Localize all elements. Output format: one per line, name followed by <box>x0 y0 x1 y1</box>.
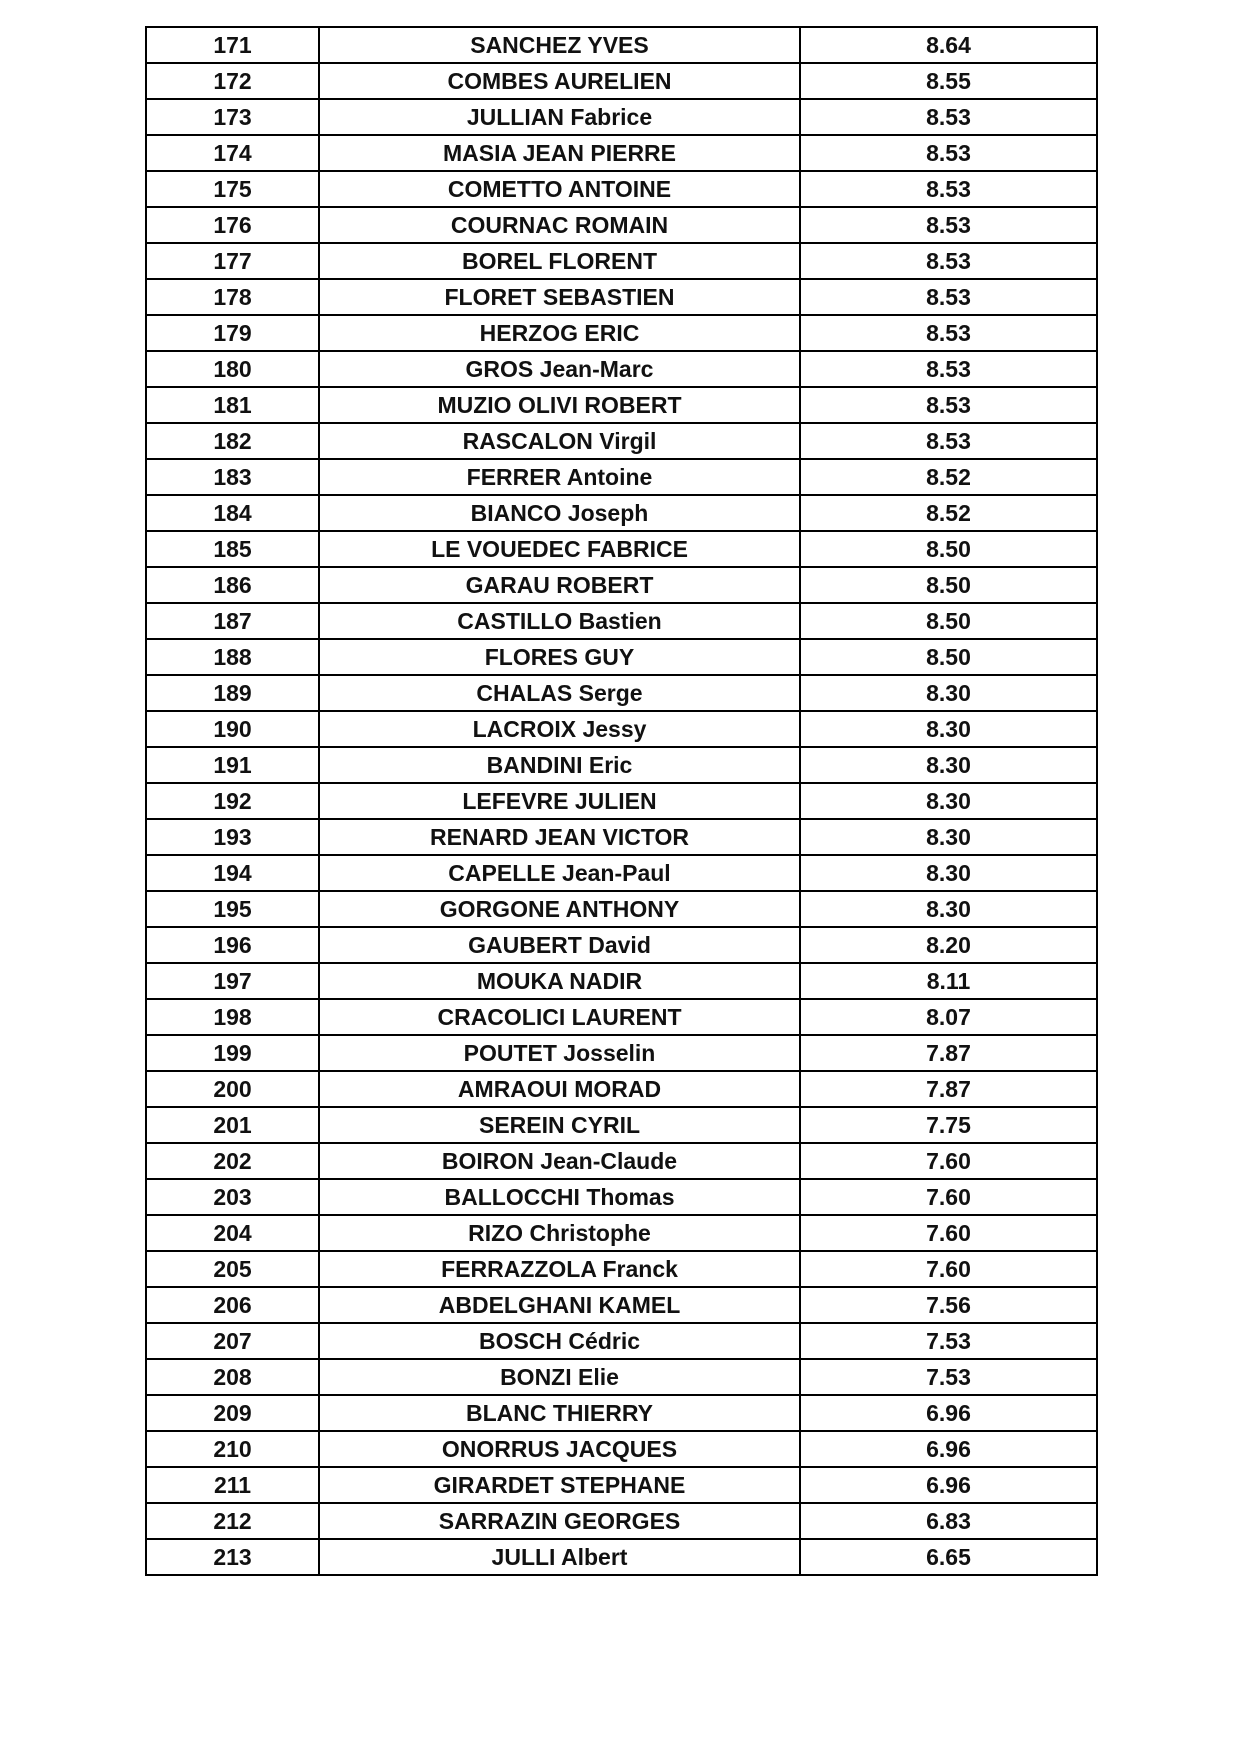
table-row <box>146 603 1097 639</box>
table-row <box>146 279 1097 315</box>
name-cell: BOIRON Jean-Claude <box>319 1143 800 1179</box>
name-cell: GIRARDET STEPHANE <box>319 1467 800 1503</box>
score-cell: 8.30 <box>800 819 1097 855</box>
table-row <box>146 747 1097 783</box>
table-row <box>146 1071 1097 1107</box>
name-cell: POUTET Josselin <box>319 1035 800 1071</box>
table-row <box>146 891 1097 927</box>
rank-cell: 193 <box>146 819 319 855</box>
rank-cell: 189 <box>146 675 319 711</box>
name-cell: CHALAS Serge <box>319 675 800 711</box>
rank-cell: 209 <box>146 1395 319 1431</box>
ranking-table-body <box>146 27 1097 1575</box>
score-cell: 8.20 <box>800 927 1097 963</box>
name-cell: JULLIAN Fabrice <box>319 99 800 135</box>
rank-cell: 213 <box>146 1539 319 1575</box>
score-cell: 7.60 <box>800 1179 1097 1215</box>
name-cell: CASTILLO Bastien <box>319 603 800 639</box>
score-cell: 8.50 <box>800 531 1097 567</box>
table-row <box>146 675 1097 711</box>
name-cell: BOSCH Cédric <box>319 1323 800 1359</box>
score-cell: 7.75 <box>800 1107 1097 1143</box>
rank-cell: 192 <box>146 783 319 819</box>
name-cell: LACROIX Jessy <box>319 711 800 747</box>
name-cell: GARAU ROBERT <box>319 567 800 603</box>
name-cell: RASCALON Virgil <box>319 423 800 459</box>
rank-cell: 212 <box>146 1503 319 1539</box>
table-row <box>146 423 1097 459</box>
table-row <box>146 567 1097 603</box>
name-cell: MASIA JEAN PIERRE <box>319 135 800 171</box>
rank-cell: 191 <box>146 747 319 783</box>
name-cell: FLORES GUY <box>319 639 800 675</box>
rank-cell: 187 <box>146 603 319 639</box>
table-row <box>146 1323 1097 1359</box>
score-cell: 6.96 <box>800 1467 1097 1503</box>
name-cell: ONORRUS JACQUES <box>319 1431 800 1467</box>
table-row <box>146 783 1097 819</box>
score-cell: 8.52 <box>800 459 1097 495</box>
rank-cell: 184 <box>146 495 319 531</box>
table-row <box>146 819 1097 855</box>
name-cell: AMRAOUI MORAD <box>319 1071 800 1107</box>
table-row <box>146 1215 1097 1251</box>
rank-cell: 176 <box>146 207 319 243</box>
score-cell: 8.53 <box>800 315 1097 351</box>
table-row <box>146 855 1097 891</box>
table-row <box>146 351 1097 387</box>
table-row <box>146 1107 1097 1143</box>
score-cell: 8.30 <box>800 711 1097 747</box>
score-cell: 6.83 <box>800 1503 1097 1539</box>
rank-cell: 178 <box>146 279 319 315</box>
table-row <box>146 207 1097 243</box>
rank-cell: 194 <box>146 855 319 891</box>
name-cell: JULLI Albert <box>319 1539 800 1575</box>
table-row <box>146 459 1097 495</box>
table-row <box>146 387 1097 423</box>
name-cell: GAUBERT David <box>319 927 800 963</box>
score-cell: 8.52 <box>800 495 1097 531</box>
rank-cell: 200 <box>146 1071 319 1107</box>
score-cell: 7.87 <box>800 1071 1097 1107</box>
score-cell: 8.53 <box>800 207 1097 243</box>
name-cell: RENARD JEAN VICTOR <box>319 819 800 855</box>
name-cell: MOUKA NADIR <box>319 963 800 999</box>
table-row <box>146 927 1097 963</box>
name-cell: COURNAC ROMAIN <box>319 207 800 243</box>
name-cell: LEFEVRE JULIEN <box>319 783 800 819</box>
rank-cell: 188 <box>146 639 319 675</box>
name-cell: ABDELGHANI KAMEL <box>319 1287 800 1323</box>
score-cell: 6.96 <box>800 1395 1097 1431</box>
ranking-sheet <box>145 26 1096 1576</box>
score-cell: 8.53 <box>800 387 1097 423</box>
table-row <box>146 999 1097 1035</box>
name-cell: GROS Jean-Marc <box>319 351 800 387</box>
rank-cell: 183 <box>146 459 319 495</box>
name-cell: SANCHEZ YVES <box>319 27 800 63</box>
score-cell: 7.53 <box>800 1323 1097 1359</box>
rank-cell: 195 <box>146 891 319 927</box>
rank-cell: 208 <box>146 1359 319 1395</box>
rank-cell: 173 <box>146 99 319 135</box>
name-cell: BANDINI Eric <box>319 747 800 783</box>
name-cell: CAPELLE Jean-Paul <box>319 855 800 891</box>
score-cell: 8.50 <box>800 567 1097 603</box>
table-row <box>146 963 1097 999</box>
table-row <box>146 315 1097 351</box>
name-cell: BLANC THIERRY <box>319 1395 800 1431</box>
table-row <box>146 639 1097 675</box>
score-cell: 8.30 <box>800 855 1097 891</box>
score-cell: 8.30 <box>800 783 1097 819</box>
rank-cell: 181 <box>146 387 319 423</box>
table-row <box>146 27 1097 63</box>
table-row <box>146 1287 1097 1323</box>
score-cell: 6.65 <box>800 1539 1097 1575</box>
rank-cell: 172 <box>146 63 319 99</box>
rank-cell: 204 <box>146 1215 319 1251</box>
rank-cell: 180 <box>146 351 319 387</box>
table-row <box>146 1467 1097 1503</box>
score-cell: 7.60 <box>800 1215 1097 1251</box>
score-cell: 8.50 <box>800 603 1097 639</box>
table-row <box>146 1431 1097 1467</box>
name-cell: FERRER Antoine <box>319 459 800 495</box>
name-cell: COMETTO ANTOINE <box>319 171 800 207</box>
rank-cell: 203 <box>146 1179 319 1215</box>
rank-cell: 186 <box>146 567 319 603</box>
rank-cell: 177 <box>146 243 319 279</box>
rank-cell: 196 <box>146 927 319 963</box>
name-cell: CRACOLICI LAURENT <box>319 999 800 1035</box>
table-row <box>146 63 1097 99</box>
name-cell: BALLOCCHI Thomas <box>319 1179 800 1215</box>
table-row <box>146 135 1097 171</box>
name-cell: FERRAZZOLA Franck <box>319 1251 800 1287</box>
rank-cell: 171 <box>146 27 319 63</box>
score-cell: 8.30 <box>800 891 1097 927</box>
score-cell: 7.87 <box>800 1035 1097 1071</box>
name-cell: HERZOG ERIC <box>319 315 800 351</box>
score-cell: 8.64 <box>800 27 1097 63</box>
score-cell: 8.53 <box>800 171 1097 207</box>
score-cell: 8.53 <box>800 243 1097 279</box>
score-cell: 8.11 <box>800 963 1097 999</box>
rank-cell: 175 <box>146 171 319 207</box>
name-cell: GORGONE ANTHONY <box>319 891 800 927</box>
rank-cell: 206 <box>146 1287 319 1323</box>
score-cell: 7.60 <box>800 1143 1097 1179</box>
name-cell: SEREIN CYRIL <box>319 1107 800 1143</box>
score-cell: 7.56 <box>800 1287 1097 1323</box>
name-cell: FLORET SEBASTIEN <box>319 279 800 315</box>
rank-cell: 201 <box>146 1107 319 1143</box>
name-cell: LE VOUEDEC FABRICE <box>319 531 800 567</box>
name-cell: BOREL FLORENT <box>319 243 800 279</box>
name-cell: BONZI Elie <box>319 1359 800 1395</box>
table-row <box>146 1539 1097 1575</box>
rank-cell: 199 <box>146 1035 319 1071</box>
table-row <box>146 1395 1097 1431</box>
table-row <box>146 1503 1097 1539</box>
score-cell: 8.30 <box>800 747 1097 783</box>
table-row <box>146 495 1097 531</box>
name-cell: SARRAZIN GEORGES <box>319 1503 800 1539</box>
score-cell: 7.53 <box>800 1359 1097 1395</box>
score-cell: 6.96 <box>800 1431 1097 1467</box>
table-row <box>146 531 1097 567</box>
table-row <box>146 1035 1097 1071</box>
table-row <box>146 243 1097 279</box>
score-cell: 8.53 <box>800 423 1097 459</box>
score-cell: 8.55 <box>800 63 1097 99</box>
name-cell: MUZIO OLIVI ROBERT <box>319 387 800 423</box>
rank-cell: 202 <box>146 1143 319 1179</box>
name-cell: RIZO Christophe <box>319 1215 800 1251</box>
score-cell: 8.30 <box>800 675 1097 711</box>
rank-cell: 211 <box>146 1467 319 1503</box>
rank-cell: 197 <box>146 963 319 999</box>
rank-cell: 174 <box>146 135 319 171</box>
rank-cell: 198 <box>146 999 319 1035</box>
table-row <box>146 1359 1097 1395</box>
score-cell: 8.53 <box>800 279 1097 315</box>
rank-cell: 205 <box>146 1251 319 1287</box>
rank-cell: 207 <box>146 1323 319 1359</box>
table-row <box>146 171 1097 207</box>
name-cell: BIANCO Joseph <box>319 495 800 531</box>
rank-cell: 190 <box>146 711 319 747</box>
rank-cell: 185 <box>146 531 319 567</box>
table-row <box>146 1143 1097 1179</box>
rank-cell: 182 <box>146 423 319 459</box>
ranking-table <box>145 26 1098 1576</box>
score-cell: 8.53 <box>800 135 1097 171</box>
table-row <box>146 99 1097 135</box>
score-cell: 8.50 <box>800 639 1097 675</box>
rank-cell: 210 <box>146 1431 319 1467</box>
table-row <box>146 1251 1097 1287</box>
rank-cell: 179 <box>146 315 319 351</box>
table-row <box>146 1179 1097 1215</box>
score-cell: 8.53 <box>800 351 1097 387</box>
score-cell: 8.53 <box>800 99 1097 135</box>
score-cell: 8.07 <box>800 999 1097 1035</box>
table-row <box>146 711 1097 747</box>
name-cell: COMBES AURELIEN <box>319 63 800 99</box>
score-cell: 7.60 <box>800 1251 1097 1287</box>
